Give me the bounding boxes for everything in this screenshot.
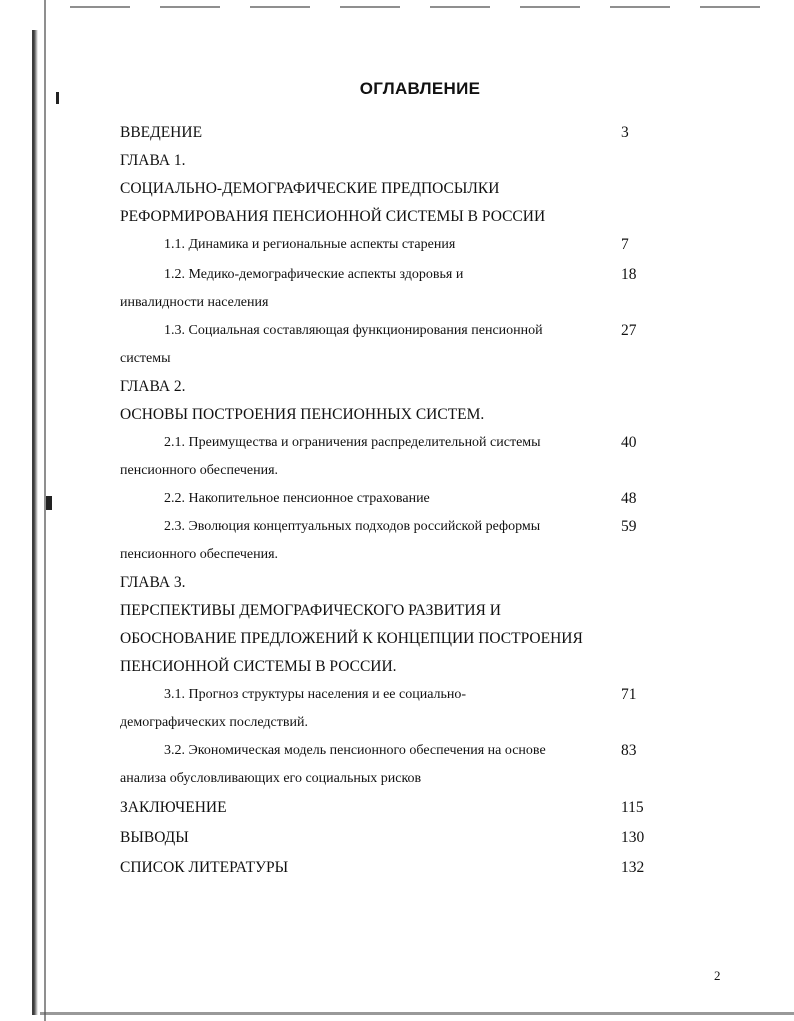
chapter-2-heading — [120, 373, 665, 401]
toc-entry-3-2-cont — [120, 765, 665, 793]
toc-page-number: 3 — [621, 124, 629, 141]
chapter-1-title — [120, 175, 665, 203]
chapter-title-text: ОБОСНОВАНИЕ ПРЕДЛОЖЕНИЙ К КОНЦЕПЦИИ ПОСТРОЕНИЯ — [120, 630, 583, 647]
toc-entry-references — [120, 853, 665, 883]
toc-page-number: 132 — [621, 859, 645, 876]
toc-page-number: 83 — [621, 742, 637, 759]
chapter-3-title — [120, 625, 665, 653]
chapter-1-title — [120, 203, 665, 231]
toc-page-number: 115 — [621, 799, 644, 816]
scan-edge-line — [44, 0, 46, 1021]
toc-entry-label: ЗАКЛЮЧЕНИЕ — [120, 799, 227, 816]
toc-page-number: 130 — [621, 829, 645, 846]
chapter-heading-text: ГЛАВА 1. — [120, 152, 186, 169]
section-title-text: пенсионного обеспечения. — [120, 547, 279, 562]
section-title-text: 1.3. Социальная составляющая функционирования пенсионной — [164, 323, 543, 338]
toc-entry-label: ВВЕДЕНИЕ — [120, 124, 203, 141]
toc-page-number: 18 — [621, 266, 637, 283]
toc-page-number: 40 — [621, 434, 637, 451]
table-of-contents — [120, 119, 665, 883]
toc-page-number: 71 — [621, 686, 637, 703]
toc-entry-2-3 — [120, 513, 665, 541]
toc-entry-3-1 — [120, 681, 665, 709]
toc-page-number: 27 — [621, 322, 637, 339]
chapter-2-title — [120, 401, 665, 429]
section-title-text: системы — [120, 351, 171, 366]
page-number: 2 — [714, 968, 721, 983]
chapter-title-text: ОСНОВЫ ПОСТРОЕНИЯ ПЕНСИОННЫХ СИСТЕМ. — [120, 406, 485, 423]
scan-mark — [46, 496, 52, 510]
section-title-text: 1.2. Медико-демографические аспекты здоровья и — [164, 267, 464, 282]
toc-page-number: 7 — [621, 236, 629, 253]
section-title-text: пенсионного обеспечения. — [120, 463, 279, 478]
section-title-text: 3.2. Экономическая модель пенсионного обеспечения на основе — [164, 743, 546, 758]
toc-entry-2-1-cont — [120, 457, 665, 485]
toc-entry-2-3-cont — [120, 541, 665, 569]
chapter-3-title — [120, 653, 665, 681]
toc-page-number: 59 — [621, 518, 637, 535]
page-title: ОГЛАВЛЕНИЕ — [359, 79, 481, 98]
toc-entry-1-2-cont — [120, 289, 665, 317]
toc-entry-2-1 — [120, 429, 665, 457]
section-title-text: инвалидности населения — [120, 295, 269, 310]
section-title-text: 2.1. Преимущества и ограничения распределительной системы — [164, 435, 541, 450]
toc-entry-3-2 — [120, 737, 665, 765]
chapter-title-text: ПЕНСИОННОЙ СИСТЕМЫ В РОССИИ. — [120, 658, 397, 675]
chapter-heading-text: ГЛАВА 3. — [120, 574, 186, 591]
toc-entry-2-2 — [120, 485, 665, 513]
section-title-text: 2.2. Накопительное пенсионное страхование — [164, 491, 430, 506]
section-title-text: анализа обусловливающих его социальных рисков — [120, 771, 422, 786]
chapter-1-heading — [120, 147, 665, 175]
toc-entry-conclusion — [120, 793, 665, 823]
scan-top-artifact — [70, 6, 770, 8]
toc-entry-1-2 — [120, 261, 665, 289]
toc-entry-label: СПИСОК ЛИТЕРАТУРЫ — [120, 859, 289, 876]
chapter-title-text: ПЕРСПЕКТИВЫ ДЕМОГРАФИЧЕСКОГО РАЗВИТИЯ И — [120, 602, 501, 619]
chapter-heading-text: ГЛАВА 2. — [120, 378, 186, 395]
toc-entry-findings — [120, 823, 665, 853]
scan-bottom-artifact — [40, 1012, 794, 1015]
section-title-text: 1.1. Динамика и региональные аспекты старения — [164, 237, 456, 252]
toc-entry-label: ВЫВОДЫ — [120, 829, 189, 846]
toc-page-number: 48 — [621, 490, 637, 507]
toc-entry-1-3-cont — [120, 345, 665, 373]
scan-edge-artifact — [32, 30, 38, 1015]
toc-entry-1-1 — [120, 231, 665, 259]
section-title-text: демографических последствий. — [120, 715, 308, 730]
chapter-title-text: СОЦИАЛЬНО-ДЕМОГРАФИЧЕСКИЕ ПРЕДПОСЫЛКИ — [120, 180, 500, 197]
section-title-text: 2.3. Эволюция концептуальных подходов российской реформы — [164, 519, 541, 534]
toc-entry-intro — [120, 119, 665, 147]
section-title-text: 3.1. Прогноз структуры населения и ее социально- — [164, 687, 467, 702]
chapter-3-heading — [120, 569, 665, 597]
toc-entry-1-3 — [120, 317, 665, 345]
chapter-title-text: РЕФОРМИРОВАНИЯ ПЕНСИОННОЙ СИСТЕМЫ В РОССИИ — [120, 208, 546, 225]
toc-entry-3-1-cont — [120, 709, 665, 737]
chapter-3-title — [120, 597, 665, 625]
